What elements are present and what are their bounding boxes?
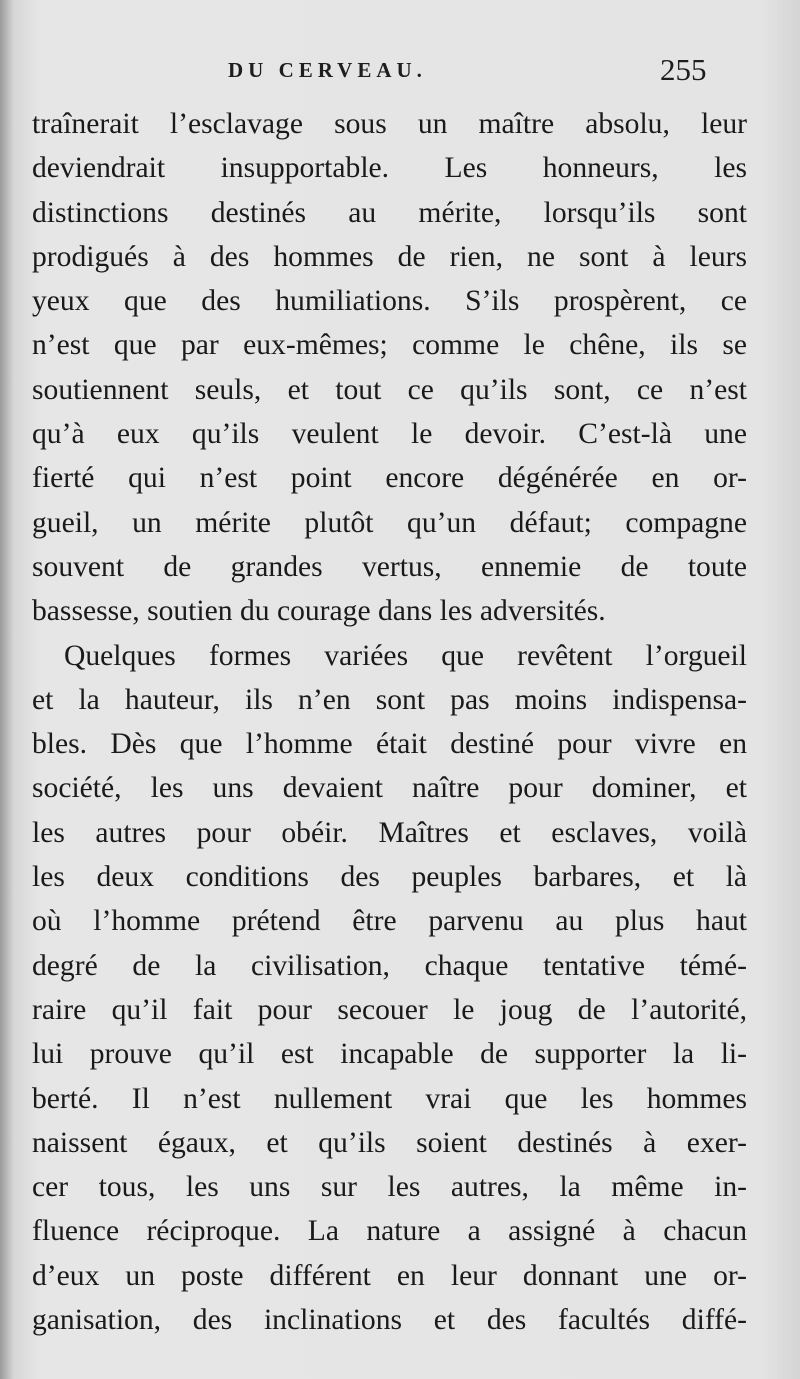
text-line: distinctions destinés au mérite, lorsqu’ils sont [32, 196, 747, 229]
text-line: bassesse, soutien du courage dans les adversités. [32, 595, 606, 628]
text-line: degré de la civilisation, chaque tentative témé- [32, 949, 747, 982]
text-line: d’eux un poste différent en leur donnant une or- [32, 1259, 747, 1292]
text-line: les autres pour obéir. Maîtres et esclaves, voilà [32, 816, 747, 849]
text-line: et la hauteur, ils n’en sont pas moins indispensa- [32, 683, 747, 716]
text-line: souvent de grandes vertus, ennemie de toute [32, 550, 747, 583]
text-line: yeux que des humiliations. S’ils prospèrent, ce [32, 285, 747, 318]
text-line: deviendrait insupportable. Les honneurs, les [32, 152, 747, 185]
running-head-title: DU CERVEAU. [228, 58, 427, 82]
text-line: gueil, un mérite plutôt qu’un défaut; compagne [32, 506, 747, 539]
text-line: n’est que par eux-mêmes; comme le chêne, ils se [32, 329, 747, 362]
paragraph-start-line: Quelques formes variées que revêtent l’orgueil [64, 639, 747, 672]
running-head [0, 52, 800, 92]
text-line: fierté qui n’est point encore dégénérée en or- [32, 462, 747, 495]
text-line: société, les uns devaient naître pour dominer, et [32, 772, 747, 805]
text-line: les deux conditions des peuples barbares, et là [32, 861, 747, 894]
body-text [32, 102, 747, 1342]
text-line: bles. Dès que l’homme était destiné pour vivre en [32, 728, 747, 761]
text-line: raire qu’il fait pour secouer le joug de l’autorité, [32, 993, 747, 1026]
text-line: cer tous, les uns sur les autres, la même in- [32, 1171, 747, 1204]
text-line: soutiennent seuls, et tout ce qu’ils sont, ce n’est [32, 373, 747, 406]
text-line: berté. Il n’est nullement vrai que les hommes [32, 1082, 747, 1115]
text-line: lui prouve qu’il est incapable de supporter la li- [32, 1038, 747, 1071]
text-line: qu’à eux qu’ils veulent le devoir. C’est-là une [32, 418, 747, 451]
text-line: prodigués à des hommes de rien, ne sont à leurs [32, 240, 747, 273]
text-line: traînerait l’esclavage sous un maître absolu, leur [32, 108, 747, 140]
text-line: ganisation, des inclinations et des facultés diffé- [32, 1304, 747, 1337]
page-number: 255 [660, 52, 707, 87]
text-line: où l’homme prétend être parvenu au plus haut [32, 905, 747, 938]
text-line: naissent égaux, et qu’ils soient destinés à exer- [32, 1126, 747, 1159]
page-gutter-shadow [0, 0, 14, 1379]
text-line: fluence réciproque. La nature a assigné à chacun [32, 1215, 747, 1248]
